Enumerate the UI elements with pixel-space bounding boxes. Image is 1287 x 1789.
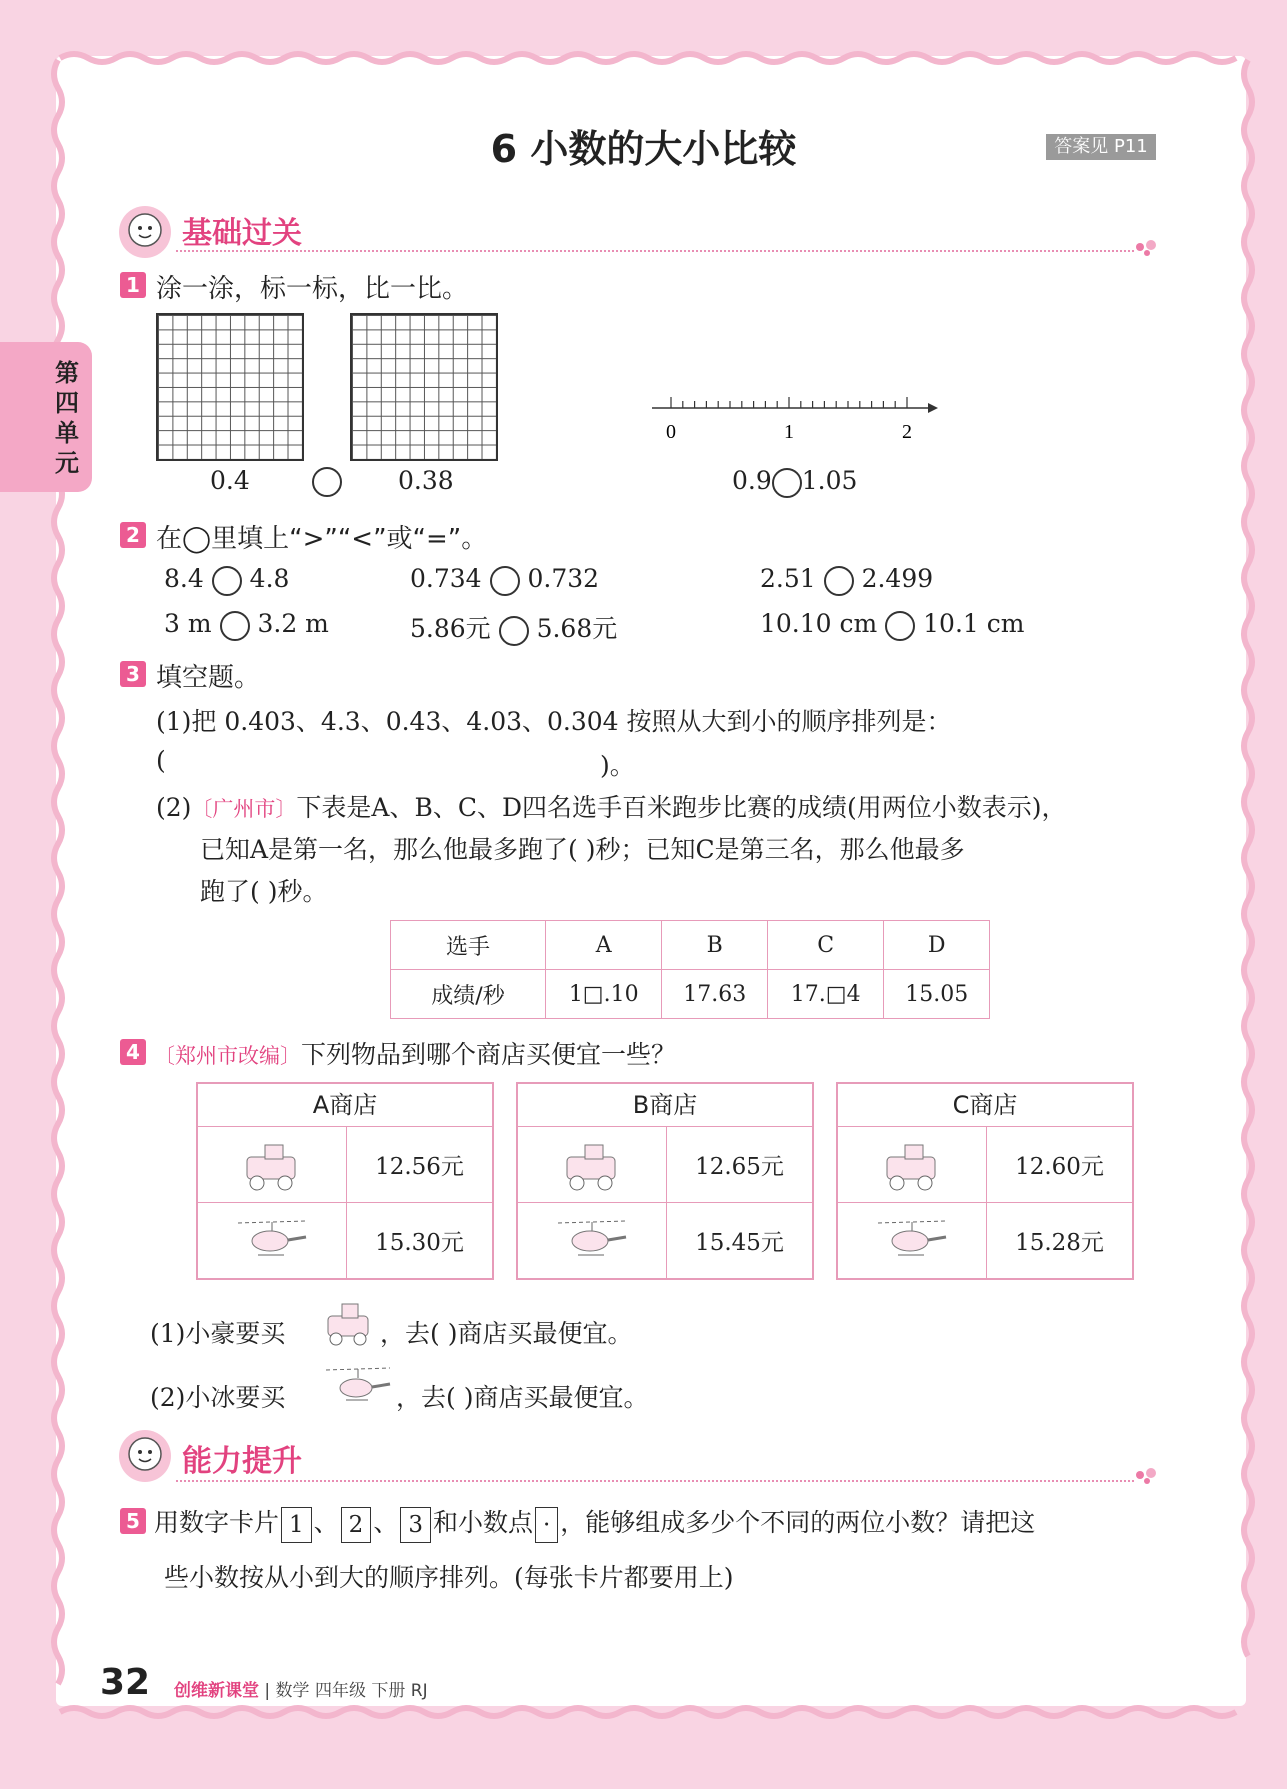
- shop-row: [518, 1203, 812, 1278]
- digit-card: 2: [341, 1507, 372, 1543]
- value-a: 5.86元: [410, 614, 491, 643]
- shop-row: [518, 1127, 812, 1203]
- question-text: 在◯里填上“>”“<”或“=”。: [156, 524, 488, 554]
- table-row: [391, 970, 990, 1019]
- value-b: 3.2 m: [257, 609, 329, 638]
- table-cell: 15.05: [884, 970, 990, 1019]
- page-title: 6 小数的大小比较: [490, 127, 797, 171]
- sub-number: (2): [156, 793, 192, 822]
- section-title-basic: 基础过关: [182, 216, 302, 251]
- answer-bracket-open: (: [156, 746, 166, 775]
- toy-truck-icon: [518, 1127, 667, 1202]
- price: 12.56元: [375, 1154, 464, 1180]
- price: 12.60元: [1015, 1154, 1104, 1180]
- q4-sub-1-tail: ，去( )商店买最便宜。: [380, 1319, 633, 1348]
- hundred-grid-left[interactable]: [156, 313, 304, 461]
- toy-helicopter-icon: [198, 1203, 347, 1278]
- value-a: 3 m: [164, 609, 212, 638]
- digit-card: 3: [400, 1507, 431, 1543]
- price: 15.28元: [1015, 1230, 1104, 1256]
- toy-helicopter-icon: [322, 1362, 394, 1414]
- prompt-part: 用数字卡片: [154, 1508, 280, 1537]
- prompt-line: 些小数按从小到大的顺序排列。(每张卡片都要用上): [164, 1563, 734, 1592]
- compare-circle[interactable]: [490, 566, 520, 596]
- question-text: 填空题。: [156, 663, 261, 693]
- shop-card: [836, 1082, 1134, 1280]
- value-b: 2.499: [861, 564, 934, 593]
- separator: 、: [313, 1508, 339, 1537]
- toy-truck-icon: [198, 1127, 347, 1202]
- question-number: 4: [120, 1039, 146, 1065]
- compare-value-a: 0.9: [732, 466, 772, 495]
- table-cell: 成绩/秒: [391, 970, 546, 1019]
- shop-card: [196, 1082, 494, 1280]
- unit-label: 第四单元: [55, 359, 79, 477]
- shop-card: [516, 1082, 814, 1280]
- toy-truck-icon: [838, 1127, 987, 1202]
- shop-name: B商店: [518, 1084, 812, 1127]
- dots-decoration: [1134, 1464, 1162, 1486]
- compare-item: [760, 609, 1024, 641]
- unit-side-tab: [0, 342, 92, 492]
- question-number: 1: [120, 272, 146, 298]
- question-number: 5: [120, 1508, 146, 1534]
- q4-sub-2-tail: ，去( )商店买最便宜。: [396, 1383, 649, 1412]
- compare-value-b: 1.05: [801, 466, 858, 495]
- question-text: [154, 1503, 1035, 1543]
- question-text: [154, 1035, 676, 1071]
- number-line: [648, 394, 940, 454]
- region-tag: 〔广州市〕: [191, 797, 297, 821]
- axis-label: 0: [666, 421, 676, 443]
- compare-item: [760, 564, 933, 596]
- compare-circle[interactable]: [212, 566, 242, 596]
- answer-bracket-close: )。: [600, 751, 635, 780]
- compare-row: [732, 466, 857, 498]
- compare-item: [410, 609, 617, 646]
- book-info: 数学 四年级 下册 RJ: [275, 1681, 428, 1701]
- mascot-icon: [116, 204, 174, 260]
- compare-item: [410, 564, 599, 596]
- section-title-advanced: 能力提升: [182, 1444, 302, 1479]
- prompt-line: 下表是A、B、C、D四名选手百米跑步比赛的成绩(用两位小数表示)，: [296, 793, 1067, 822]
- value-b: 5.68元: [536, 614, 618, 643]
- question-text: 涂一涂，标一标，比一比。: [156, 274, 469, 304]
- compare-circle[interactable]: [220, 611, 250, 641]
- table-cell: 17.□4: [767, 970, 883, 1019]
- answer-reference-badge: 答案见 P11: [1046, 134, 1156, 160]
- shop-name: C商店: [838, 1084, 1132, 1127]
- fill-prompt-1: (1)把 0.403、4.3、0.43、4.03、0.304 按照从大到小的顺序排列是：: [156, 707, 952, 736]
- hundred-grid-right[interactable]: [350, 313, 498, 461]
- score-table: [390, 920, 990, 1019]
- prompt-line: 跑了( )秒。: [200, 877, 328, 906]
- page-number: 32: [100, 1662, 151, 1703]
- dots-decoration: [1134, 236, 1162, 258]
- footer-info: 创维新课堂 | 数学 四年级 下册 RJ: [174, 1681, 428, 1701]
- table-cell: B: [662, 921, 768, 970]
- table-cell: 选手: [391, 921, 546, 970]
- shop-row: [198, 1127, 492, 1203]
- table-cell: D: [884, 921, 990, 970]
- compare-circle[interactable]: [499, 616, 529, 646]
- compare-item: [164, 609, 329, 641]
- axis-label: 1: [784, 421, 794, 443]
- value-a: 8.4: [164, 564, 204, 593]
- shop-row: [838, 1127, 1132, 1203]
- prompt-part: 和小数点: [432, 1508, 533, 1537]
- shop-row: [838, 1203, 1132, 1278]
- value-b: 10.1 cm: [923, 609, 1025, 638]
- table-cell: C: [767, 921, 883, 970]
- section-divider: [176, 1480, 1134, 1482]
- toy-truck-icon: [322, 1294, 378, 1350]
- table-cell: A: [546, 921, 662, 970]
- region-tag: 〔郑州市改编〕: [154, 1044, 301, 1068]
- shop-name: A商店: [198, 1084, 492, 1127]
- mascot-icon: [116, 1428, 174, 1484]
- toy-helicopter-icon: [518, 1203, 667, 1278]
- toy-helicopter-icon: [838, 1203, 987, 1278]
- q4-sub-2: (2)小冰要买: [150, 1383, 286, 1412]
- question-number: 2: [120, 522, 146, 548]
- separator: 、: [373, 1508, 399, 1537]
- price: 15.45元: [695, 1230, 784, 1256]
- question-number: 3: [120, 661, 146, 687]
- axis-label: 2: [902, 421, 912, 443]
- section-divider: [176, 250, 1134, 252]
- table-cell: 17.63: [662, 970, 768, 1019]
- prompt-line: 已知A是第一名，那么他最多跑了( )秒；已知C是第三名，那么他最多: [200, 835, 965, 864]
- fill-prompt-2: [156, 788, 1067, 824]
- value-a: 10.10 cm: [760, 609, 878, 638]
- grid-value-left: 0.4: [210, 466, 250, 495]
- shop-row: [198, 1203, 492, 1278]
- prompt-part: ，能够组成多少个不同的两位小数？请把这: [560, 1508, 1036, 1537]
- value-a: 0.734: [410, 564, 482, 593]
- price: 15.30元: [375, 1230, 464, 1256]
- value-a: 2.51: [760, 564, 816, 593]
- prompt-line: 下列物品到哪个商店买便宜一些？: [301, 1040, 677, 1069]
- answer-blank[interactable]: [178, 746, 588, 780]
- compare-circle[interactable]: [885, 611, 915, 641]
- compare-circle[interactable]: [772, 468, 802, 498]
- compare-item: [164, 564, 289, 596]
- value-b: 4.8: [249, 564, 290, 593]
- price: 12.65元: [695, 1154, 784, 1180]
- table-header-row: [391, 921, 990, 970]
- compare-circle[interactable]: [824, 566, 854, 596]
- table-cell: 1□.10: [546, 970, 662, 1019]
- compare-circle[interactable]: [312, 467, 342, 497]
- q4-sub-1: (1)小豪要买: [150, 1319, 286, 1348]
- value-b: 0.732: [527, 564, 600, 593]
- digit-card: 1: [281, 1507, 312, 1543]
- decimal-point-card: ·: [535, 1507, 558, 1543]
- grid-value-right: 0.38: [398, 466, 454, 495]
- brand-name: 创维新课堂: [174, 1681, 259, 1701]
